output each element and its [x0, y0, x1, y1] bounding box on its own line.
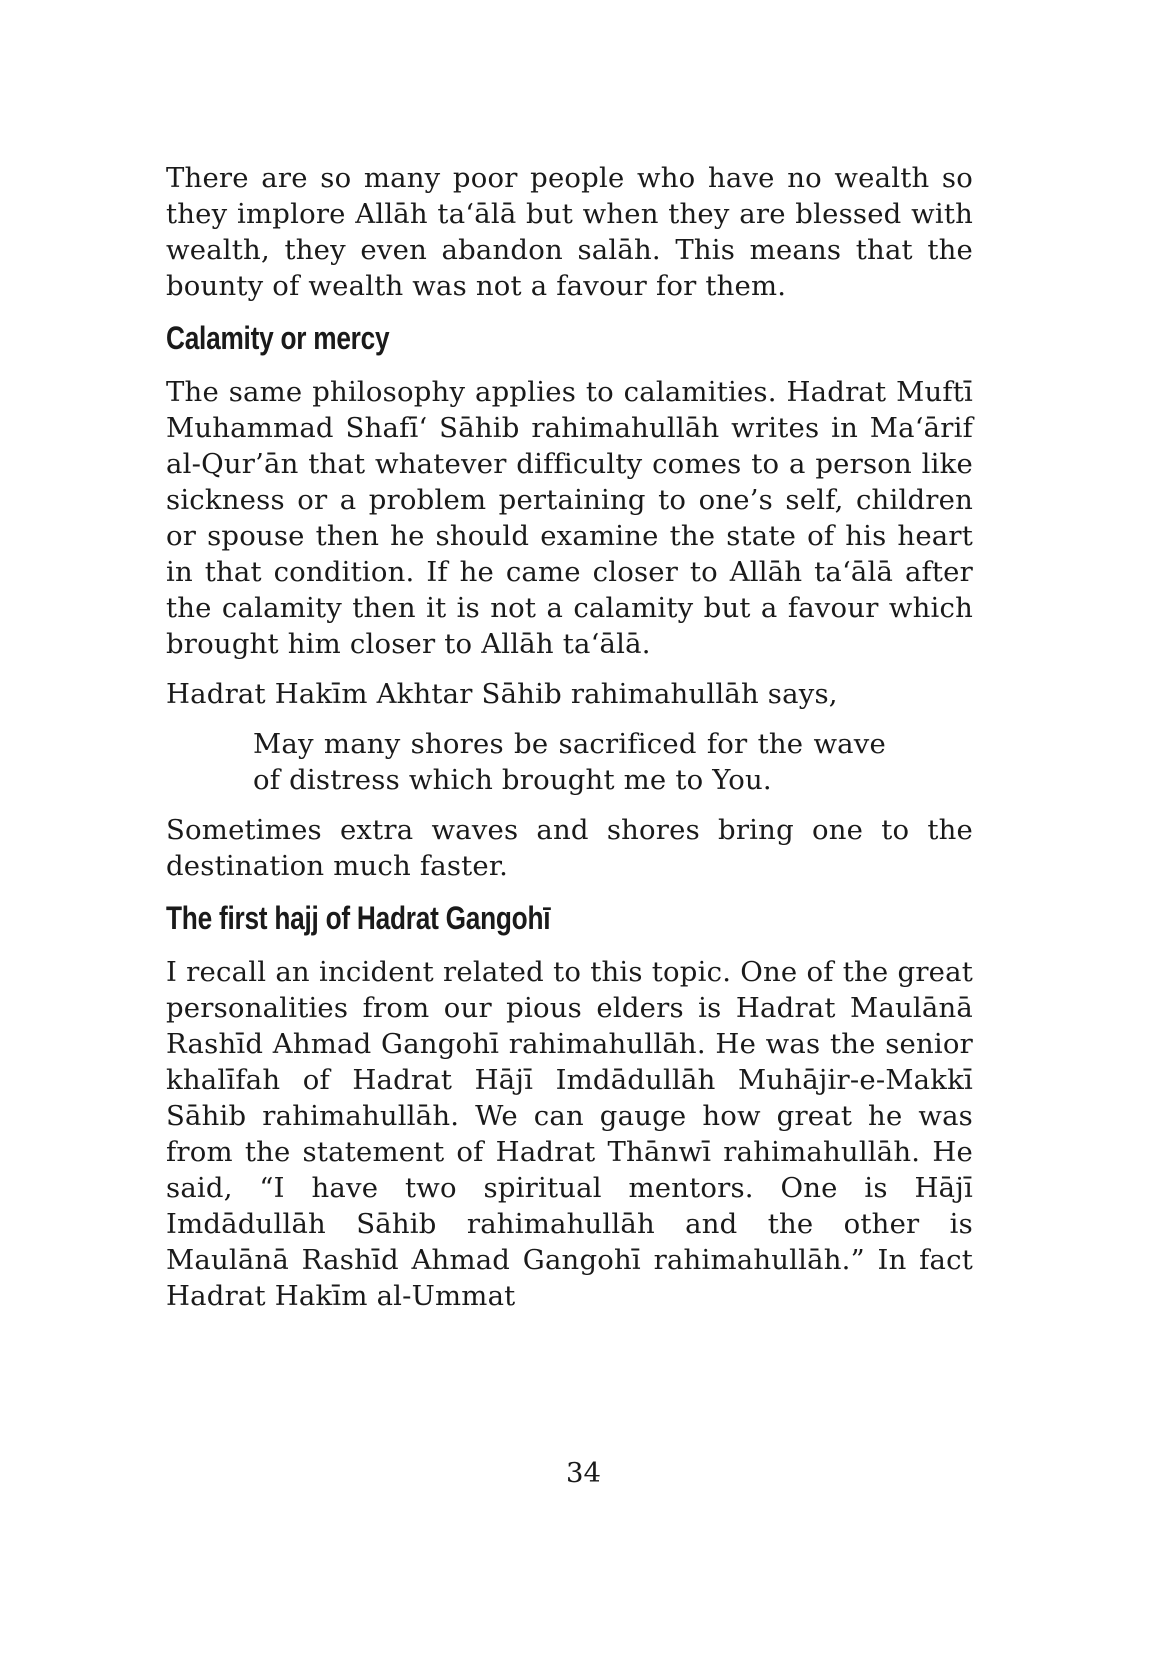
heading-first-hajj: The first hajj of Hadrat Gangohī — [166, 900, 551, 936]
paragraph-hakim-akhtar: Hadrat Hakīm Akhtar Sāhib rahimahullāh says, — [166, 678, 838, 710]
paragraph-waves-shores: Sometimes extra waves and shores bring one to the destination much faster. — [166, 814, 973, 882]
heading-calamity-or-mercy: Calamity or mercy — [166, 320, 390, 356]
paragraph-wealth: There are so many poor people who have no wealth so they implore Allāh ta‘ālā but when they are blessed with wealth, they even abandon salāh. This means that the bounty of wealth was not a favour for them. — [166, 162, 973, 302]
block-quote: May many shores be sacrificed for the wave of distress which brought me to You. — [253, 728, 886, 796]
page-body — [166, 160, 973, 1328]
page-number: 34 — [566, 1457, 601, 1489]
paragraph-gangohi-incident: I recall an incident related to this topic. One of the great personalities from our pious elders is Hadrat Maulānā Rashīd Ahmad Gangohī rahimahullāh. He was the senior khalīfah of Hadrat Hājī Imdādullāh Muhājir-e-Makkī Sāhib rahimahullāh. We can gauge how great he was from the statement of Hadrat Thānwī rahimahullāh. He said, “I have two spiritual mentors. One is Hājī Imdādullāh Sāhib rahimahullāh and the other is Maulānā Rashīd Ahmad Gangohī rahimahullāh.” In fact Hadrat Hakīm al-Ummat — [166, 956, 973, 1312]
paragraph-calamities: The same philosophy applies to calamities. Hadrat Muftī Muhammad Shafī‘ Sāhib rahimahullāh writes in Ma‘ārif al-Qur’ān that whatever difficulty comes to a person like sickness or a problem pertaining to one’s self, children or spouse then he should examine the state of his heart in that condition. If he came closer to Allāh ta‘ālā after the calamity then it is not a calamity but a favour which brought him closer to Allāh ta‘ālā. — [166, 376, 973, 660]
